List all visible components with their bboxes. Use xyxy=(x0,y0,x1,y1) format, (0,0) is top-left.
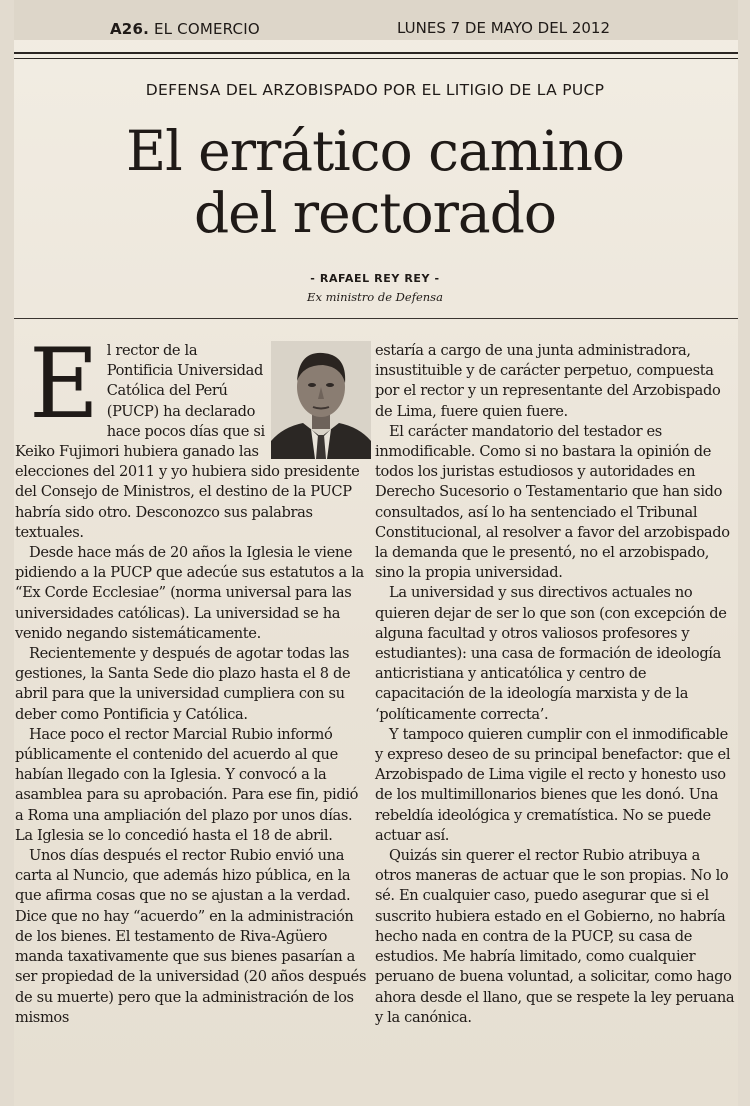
headline-line-1: El errático camino xyxy=(125,119,625,183)
drop-cap: E xyxy=(29,328,99,440)
paragraph: Desde hace más de 20 años la Iglesia le viene pidiendo a la PUCP que adecúe sus estatutos a la “Ex Corde Ecclesiae” (norma universal para las universidades católicas). La universidad se ha venido negando sistemáticamente. xyxy=(15,544,364,642)
headline-line-2: del rectorado xyxy=(193,181,557,245)
paragraph: Unos días después el rector Rubio envió una carta al Nuncio, que además hizo pública, en la que afirma cosas que no se ajustan a la verdad. Dice que no hay “acuerdo” en la administración de los bienes. El testamento de Riva-Agüero manda taxativamente que sus bienes pasarían a ser propiedad de la universidad (20 años después de su muerte) pero que la administración de los mismos xyxy=(15,847,367,1026)
paragraph: Recientemente y después de agotar todas las gestiones, la Santa Sede dio plazo hasta el 8 de abril para que la universidad cumpliera con su deber como Pontificia y Católica. xyxy=(15,645,351,723)
paragraph: Quizás sin querer el rector Rubio atribuya a otros maneras de actuar que le son propias. No lo sé. En cualquier caso, puedo asegurar que si el suscrito hubiera estado en el Gobierno, no habría hecho nada en contra de la PUCP, su casa de estudios. Me habría limitado, como cualquier peruano de buena voluntad, a solicitar, como hago ahora desde el llano, que se respete la ley peruana y la canónica. xyxy=(375,847,735,1026)
paragraph: El carácter mandatorio del testador es inmodificable. Como si no bastara la opinión de todos los juristas estudiosos y autoridades en Derecho Sucesorio o Testamentario que han sido consultados, así lo ha sentenciado el Tribunal Constitucional, al resolver a favor del arzobispado la demanda que le presentó, no el arzobispado, sino la propia universidad. xyxy=(375,422,730,582)
header-rule xyxy=(14,52,738,54)
paragraph: La universidad y sus directivos actuales no quieren dejar de ser lo que son (con excepción de alguna facultad y otros valiosos profesores y estudiantes): una casa de formación de ideología anticristiana y anticatólica y centro de capacitación de la ideología marxista y de la ‘políticamente correcta’. xyxy=(375,584,727,723)
paragraph-continuation: estaría a cargo de una junta administradora, insustituible y de carácter perpetuo, compuesta por el rector y un representante del Arzobispado de Lima, fuere quien fuere. xyxy=(375,342,721,420)
issue-date: LUNES 7 DE MAYO DEL 2012 xyxy=(397,19,610,37)
author-photo xyxy=(271,341,371,459)
headline xyxy=(0,120,750,244)
paragraph: Hace poco el rector Marcial Rubio informó públicamente el contenido del acuerdo al que habían llegado con la Iglesia. Y convocó a la asamblea para su aprobación. Para ese fin, pidió a Roma una ampliación del plazo por unos días. La Iglesia se lo concedió hasta el 18 de abril. xyxy=(15,725,359,844)
author-portrait-image xyxy=(271,341,371,459)
column-right xyxy=(375,341,735,1028)
byline: - RAFAEL REY REY - xyxy=(310,272,440,285)
column-left xyxy=(15,328,367,1028)
page-number: A26. xyxy=(110,20,149,38)
page-header xyxy=(14,0,738,46)
page-folio xyxy=(110,20,260,38)
paragraph: Y tampoco quieren cumplir con el inmodificable y expreso deseo de su principal benefactor: que el Arzobispado de Lima vigile el recto y honesto uso de los multimillonarios bienes que les donó. Una rebeldía ideológica y crematística. No se puede actuar así. xyxy=(375,725,731,844)
publication-name: EL COMERCIO xyxy=(153,20,260,38)
kicker: DEFENSA DEL ARZOBISPADO POR EL LITIGIO DE LA PUCP xyxy=(145,81,605,99)
paragraph: l rector de la Pontificia Universidad Católica del Perú (PUCP) ha declarado hace pocos días que si Keiko Fujimori hubiera ganado las elecciones del 2011 y yo hubiera sido presidente del Consejo de Ministros, el destino de la PUCP habría sido otro. Desconozco sus palabras textuales. xyxy=(15,342,360,541)
section-rule xyxy=(14,318,738,319)
author-role: Ex ministro de Defensa xyxy=(307,290,443,304)
header-rule-thin xyxy=(14,58,738,59)
